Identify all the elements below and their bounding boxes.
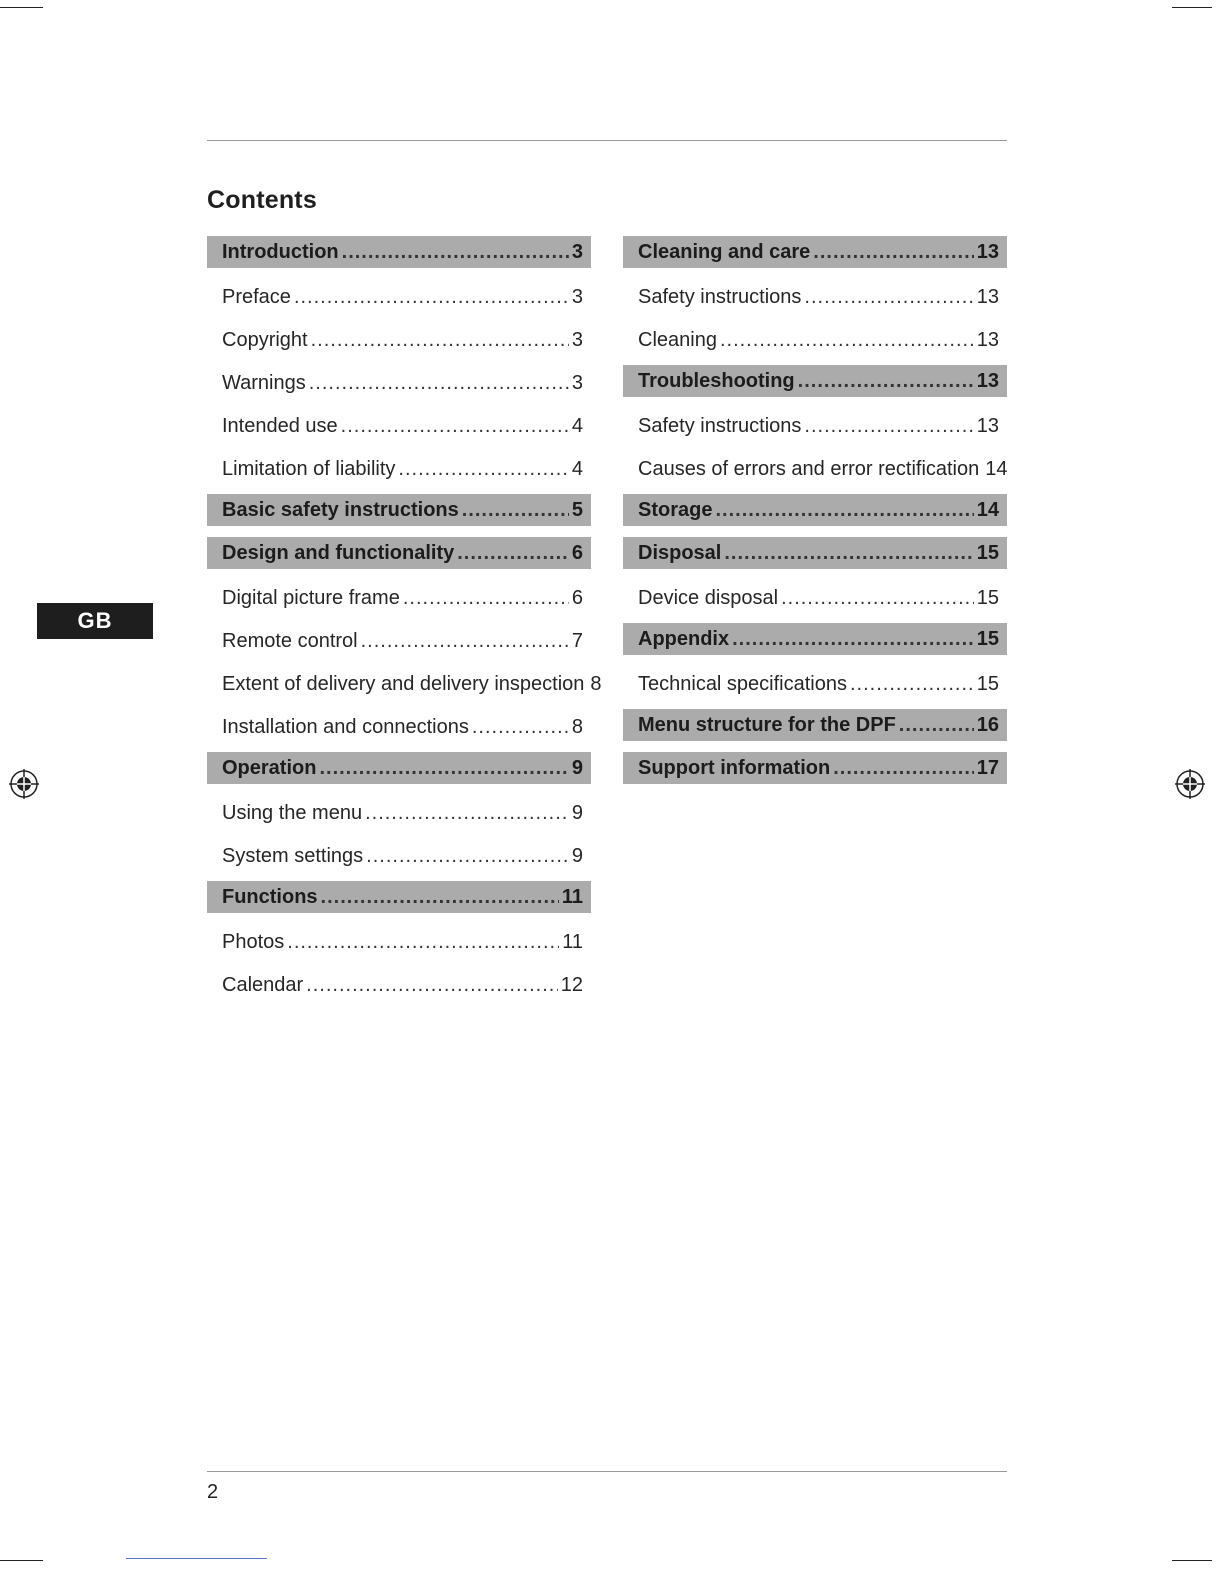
toc-section-entry[interactable] <box>623 666 1007 698</box>
toc-entry-label: Safety instructions <box>638 286 802 308</box>
toc-dot-leader <box>850 672 974 696</box>
toc-section-entry[interactable] <box>207 365 591 397</box>
toc-chapter-entry[interactable] <box>623 365 1007 397</box>
toc-entry-label: Cleaning <box>638 329 717 351</box>
toc-dot-leader <box>833 756 974 780</box>
toc-section-entry[interactable] <box>207 451 591 483</box>
toc-entry-page: 11 <box>562 931 583 953</box>
toc-section-entry[interactable] <box>207 666 602 698</box>
toc-dot-leader <box>398 457 568 481</box>
toc-entry-label: Warnings <box>222 372 306 394</box>
toc-entry-page: 14 <box>985 458 1008 480</box>
toc-section-entry[interactable] <box>207 795 591 827</box>
toc-entry-label: Support information <box>638 757 831 779</box>
footer-link-underline <box>126 1558 267 1559</box>
toc-entry-label: Digital picture frame <box>222 587 400 609</box>
toc-dot-leader <box>715 498 973 522</box>
toc-entry-page: 15 <box>976 628 999 650</box>
toc-entry-label: Technical specifications <box>638 673 847 695</box>
toc-chapter-entry[interactable] <box>207 881 591 913</box>
toc-entry-page: 9 <box>571 802 583 824</box>
toc-entry-label: Preface <box>222 286 291 308</box>
toc-entry-page: 11 <box>561 886 583 908</box>
toc-column-left <box>207 236 602 1010</box>
toc-entry-page: 8 <box>571 716 583 738</box>
toc-entry-page: 9 <box>571 757 583 779</box>
toc-entry-label: Operation <box>222 757 317 779</box>
toc-chapter-entry[interactable] <box>207 752 591 784</box>
toc-section-entry[interactable] <box>207 279 591 311</box>
toc-dot-leader <box>365 801 569 825</box>
toc-section-entry[interactable] <box>207 322 591 354</box>
toc-entry-label: Cleaning and care <box>638 241 811 263</box>
toc-dot-leader <box>341 414 569 438</box>
toc-entry-page: 4 <box>571 415 583 437</box>
toc-entry-label: Introduction <box>222 241 339 263</box>
page-number: 2 <box>207 1481 219 1503</box>
toc-entry-page: 6 <box>571 587 583 609</box>
toc-dot-leader <box>720 328 974 352</box>
toc-section-entry[interactable] <box>207 709 591 741</box>
toc-entry-page: 13 <box>976 415 999 437</box>
toc-entry-page: 3 <box>571 286 583 308</box>
toc-entry-label: System settings <box>222 845 364 867</box>
toc-chapter-entry[interactable] <box>623 236 1007 268</box>
toc-section-entry[interactable] <box>623 279 1007 311</box>
toc-entry-label: Design and functionality <box>222 542 455 564</box>
toc-dot-leader <box>311 328 569 352</box>
toc-dot-leader <box>899 713 974 737</box>
toc-entry-label: Device disposal <box>638 587 779 609</box>
toc-entry-page: 15 <box>976 587 999 609</box>
toc-dot-leader <box>781 586 974 610</box>
toc-chapter-entry[interactable] <box>623 537 1007 569</box>
toc-dot-leader <box>403 586 569 610</box>
toc-entry-label: Extent of delivery and delivery inspection <box>222 673 585 695</box>
toc-entry-page: 5 <box>571 499 583 521</box>
toc-entry-label: Calendar <box>222 974 304 996</box>
toc-entry-label: Safety instructions <box>638 415 802 437</box>
toc-entry-page: 4 <box>571 458 583 480</box>
crop-mark-bottom-right <box>1172 1560 1212 1561</box>
toc-column-right <box>623 236 1007 795</box>
toc-section-entry[interactable] <box>623 408 1007 440</box>
toc-entry-page: 14 <box>976 499 999 521</box>
toc-dot-leader <box>342 240 569 264</box>
toc-chapter-entry[interactable] <box>207 236 591 268</box>
toc-entry-label: Troubleshooting <box>638 370 795 392</box>
toc-entry-label: Disposal <box>638 542 722 564</box>
registration-mark-right-icon <box>1175 769 1205 799</box>
toc-dot-leader <box>306 973 558 997</box>
toc-dot-leader <box>732 627 974 651</box>
toc-entry-label: Functions <box>222 886 318 908</box>
toc-entry-label: Causes of errors and error rectification <box>638 458 980 480</box>
toc-chapter-entry[interactable] <box>623 752 1007 784</box>
toc-dot-leader <box>804 285 973 309</box>
toc-dot-leader <box>472 715 569 739</box>
toc-entry-page: 13 <box>976 286 999 308</box>
toc-dot-leader <box>813 240 973 264</box>
toc-chapter-entry[interactable] <box>207 537 591 569</box>
toc-entry-label: Photos <box>222 931 285 953</box>
toc-entry-page: 12 <box>560 974 583 996</box>
top-rule <box>207 140 1007 141</box>
toc-section-entry[interactable] <box>623 580 1007 612</box>
toc-dot-leader <box>804 414 973 438</box>
toc-entry-page: 13 <box>976 370 999 392</box>
toc-section-entry[interactable] <box>623 322 1007 354</box>
toc-dot-leader <box>294 285 569 309</box>
toc-dot-leader <box>287 930 559 954</box>
toc-entry-page: 3 <box>571 372 583 394</box>
toc-entry-label: Installation and connections <box>222 716 469 738</box>
toc-dot-leader <box>798 369 974 393</box>
toc-section-entry[interactable] <box>207 580 591 612</box>
toc-entry-page: 7 <box>571 630 583 652</box>
toc-chapter-entry[interactable] <box>207 494 591 526</box>
toc-entry-label: Copyright <box>222 329 308 351</box>
toc-entry-page: 3 <box>571 241 583 263</box>
toc-entry-label: Remote control <box>222 630 358 652</box>
toc-entry-label: Intended use <box>222 415 338 437</box>
toc-dot-leader <box>462 498 569 522</box>
toc-entry-page: 17 <box>976 757 999 779</box>
toc-entry-page: 13 <box>976 241 999 263</box>
toc-dot-leader <box>724 541 973 565</box>
toc-entry-page: 13 <box>976 329 999 351</box>
registration-mark-left-icon <box>9 769 39 799</box>
toc-section-entry[interactable] <box>623 451 1007 483</box>
toc-entry-page: 15 <box>976 673 999 695</box>
toc-section-entry[interactable] <box>207 924 591 956</box>
toc-section-entry[interactable] <box>207 623 591 655</box>
toc-entry-label: Using the menu <box>222 802 363 824</box>
toc-entry-label: Basic safety instructions <box>222 499 459 521</box>
crop-mark-top-right <box>1172 7 1212 8</box>
toc-chapter-entry[interactable] <box>623 709 1007 741</box>
language-tab: GB <box>37 603 153 639</box>
toc-section-entry[interactable] <box>207 838 591 870</box>
toc-entry-page: 9 <box>571 845 583 867</box>
toc-entry-label: Limitation of liability <box>222 458 396 480</box>
toc-dot-leader <box>309 371 569 395</box>
toc-chapter-entry[interactable] <box>623 494 1007 526</box>
crop-mark-bottom-left <box>0 1560 43 1561</box>
toc-section-entry[interactable] <box>207 967 591 999</box>
toc-dot-leader <box>361 629 569 653</box>
toc-dot-leader <box>321 885 559 909</box>
toc-dot-leader <box>366 844 569 868</box>
toc-entry-label: Appendix <box>638 628 730 650</box>
toc-entry-page: 8 <box>590 673 602 695</box>
toc-dot-leader <box>319 756 568 780</box>
toc-entry-page: 6 <box>571 542 583 564</box>
crop-mark-top-left <box>0 7 43 8</box>
toc-chapter-entry[interactable] <box>623 623 1007 655</box>
toc-entry-page: 15 <box>976 542 999 564</box>
bottom-rule <box>207 1471 1007 1472</box>
page-title: Contents <box>207 186 317 214</box>
toc-entry-page: 3 <box>571 329 583 351</box>
toc-entry-label: Menu structure for the DPF <box>638 714 896 736</box>
toc-dot-leader <box>457 541 569 565</box>
toc-entry-page: 16 <box>976 714 999 736</box>
toc-section-entry[interactable] <box>207 408 591 440</box>
toc-entry-label: Storage <box>638 499 713 521</box>
